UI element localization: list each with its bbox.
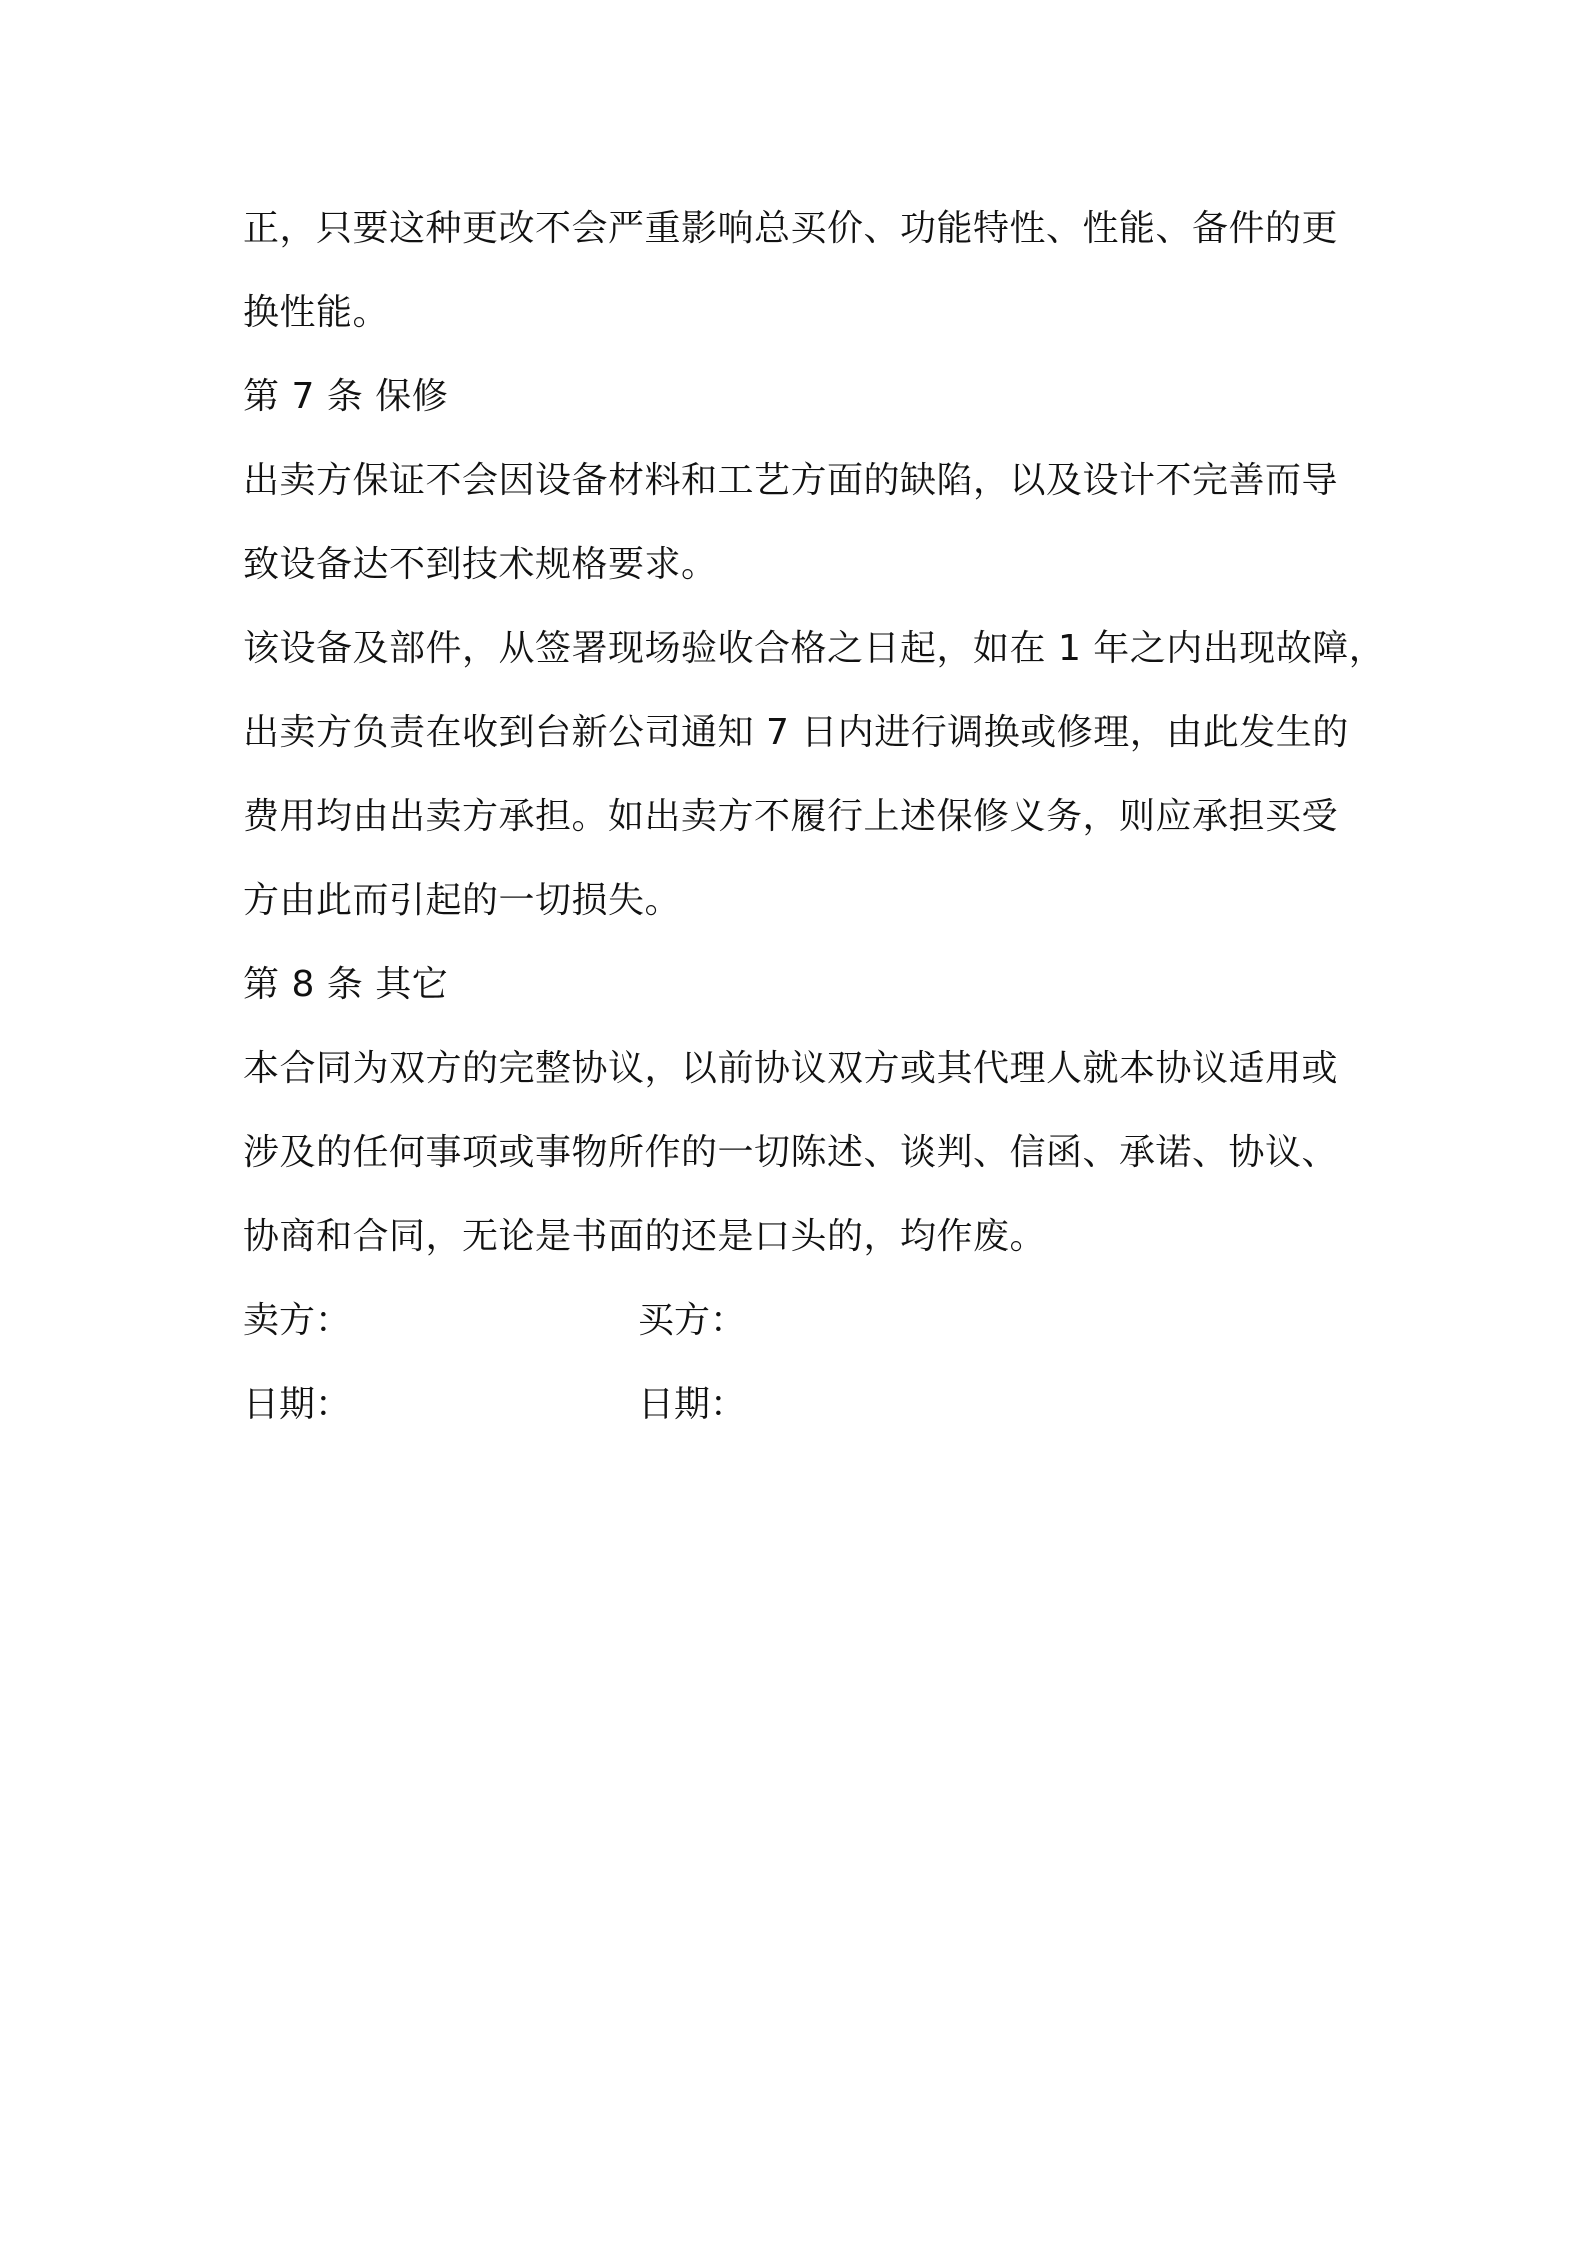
text-line: 本合同为双方的完整协议，以前协议双方或其代理人就本协议适用或 xyxy=(243,1048,1339,1089)
text-line: 协商和合同，无论是书面的还是口头的，均作废。 xyxy=(243,1216,1047,1257)
buyer-label: 买方： xyxy=(638,1300,747,1341)
article-8-heading: 第 8 条 其它 xyxy=(243,964,449,1005)
seller-date-label: 日期： xyxy=(243,1384,352,1425)
text-line: 方由此而引起的一切损失。 xyxy=(243,880,682,921)
text-line: 该设备及部件，从签署现场验收合格之日起，如在 1 年之内出现故障， xyxy=(243,628,1386,669)
text-line: 出卖方负责在收到台新公司通知 7 日内进行调换或修理，由此发生的 xyxy=(243,712,1349,753)
seller-label: 卖方： xyxy=(243,1300,352,1341)
text-line: 费用均由出卖方承担。如出卖方不履行上述保修义务，则应承担买受 xyxy=(243,796,1339,837)
text-line: 正，只要这种更改不会严重影响总买价、功能特性、性能、备件的更 xyxy=(243,208,1339,249)
text-line: 致设备达不到技术规格要求。 xyxy=(243,544,718,585)
text-line: 涉及的任何事项或事物所作的一切陈述、谈判、信函、承诺、协议、 xyxy=(243,1132,1339,1173)
article-7-heading: 第 7 条 保修 xyxy=(243,376,449,417)
buyer-date-label: 日期： xyxy=(638,1384,747,1425)
text-line: 出卖方保证不会因设备材料和工艺方面的缺陷，以及设计不完善而导 xyxy=(243,460,1339,501)
text-line: 换性能。 xyxy=(243,292,390,333)
